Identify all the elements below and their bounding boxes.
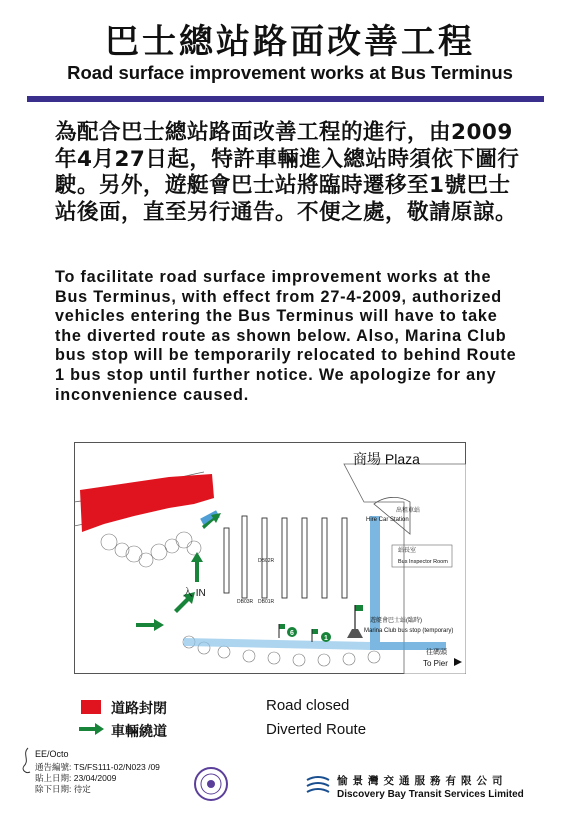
title-divider <box>27 96 544 102</box>
diverted-route-arrow-icon <box>79 722 105 736</box>
to-pier-label-zh: 往碼頭 <box>426 649 447 656</box>
road-closed-swatch <box>81 700 101 714</box>
notice-title-chinese: 巴士總站路面改善工程 <box>105 22 475 62</box>
company-name-en: Discovery Bay Transit Services Limited <box>337 789 524 800</box>
inspector-label-zh: 站長室 <box>398 548 417 554</box>
post-date-value: 23/04/2009 <box>73 773 117 783</box>
company-stamp-seal <box>193 766 229 802</box>
bay-label-db02r: DB02R <box>258 558 275 564</box>
route-1-label: 1 <box>324 635 328 642</box>
company-name-zh: 愉景灣交通服務有限公司 <box>337 775 508 787</box>
legend-diverted-route-zh: 車輛繞道 <box>111 724 167 740</box>
legend-road-closed-zh: 道路封閉 <box>111 701 167 717</box>
footer-notice-no <box>35 762 160 773</box>
entrance-in-label: 入 IN <box>183 588 206 599</box>
bay-label-db03r: DB03R <box>237 599 254 605</box>
notice-body-chinese: 為配合巴士總站路面改善工程的進行，由2009年4月27日起，特許車輛進入總站時須依下圖行駛。另外，遊艇會巴士站將臨時遷移至1號巴士站後面，直至另行通告。不便之處，敬請原諒。 <box>55 120 520 225</box>
plaza-label: 商場 Plaza <box>353 451 420 467</box>
notice-body-english: To facilitate road surface improvement works at the Bus Terminus, with effect from 27-4-2009, authorized vehicles entering the Bus Terminus will have to take the diverted route as shown below. Also, Marina Club bus stop will be temporarily relocated to behind Route 1 bus stop until further notice. We apologize for any inconvenience caused. <box>55 268 517 404</box>
marina-stop-label-en: Marina Club bus stop (temporary) <box>364 628 454 634</box>
footer-ref: EE/Octo <box>35 749 69 759</box>
notice-no-value: TS/FS111-02/N023 /09 <box>73 762 160 772</box>
marina-stop-flag <box>355 605 363 611</box>
hire-car-label-zh: 出租車站 <box>396 508 421 514</box>
post-date-label: 貼上日期: <box>35 773 72 783</box>
remove-date-value: 待定 <box>73 784 91 794</box>
company-logo-icon <box>304 772 332 800</box>
diversion-map <box>74 442 466 674</box>
notice-title-english: Road surface improvement works at Bus Terminus <box>67 62 513 83</box>
inspector-label-en: Bus Inspector Room <box>398 559 448 565</box>
legend-road-closed-en: Road closed <box>266 697 350 714</box>
legend-diverted-route-en: Diverted Route <box>266 721 367 738</box>
footer-post-date <box>35 773 116 784</box>
to-pier-label-en: To Pier <box>423 659 448 668</box>
remove-date-label: 除下日期: <box>35 784 72 794</box>
notice-no-label: 通告編號: <box>35 762 72 772</box>
marina-stop-label-zh: 遊艇會巴士站(臨時) <box>370 618 422 624</box>
route-6-label: 6 <box>290 630 294 637</box>
footer-remove-date <box>35 784 91 795</box>
hire-car-label-en: Hire Car Station <box>366 517 409 523</box>
signature-mark <box>18 746 32 776</box>
bay-label-db01r: DB01R <box>258 599 275 605</box>
